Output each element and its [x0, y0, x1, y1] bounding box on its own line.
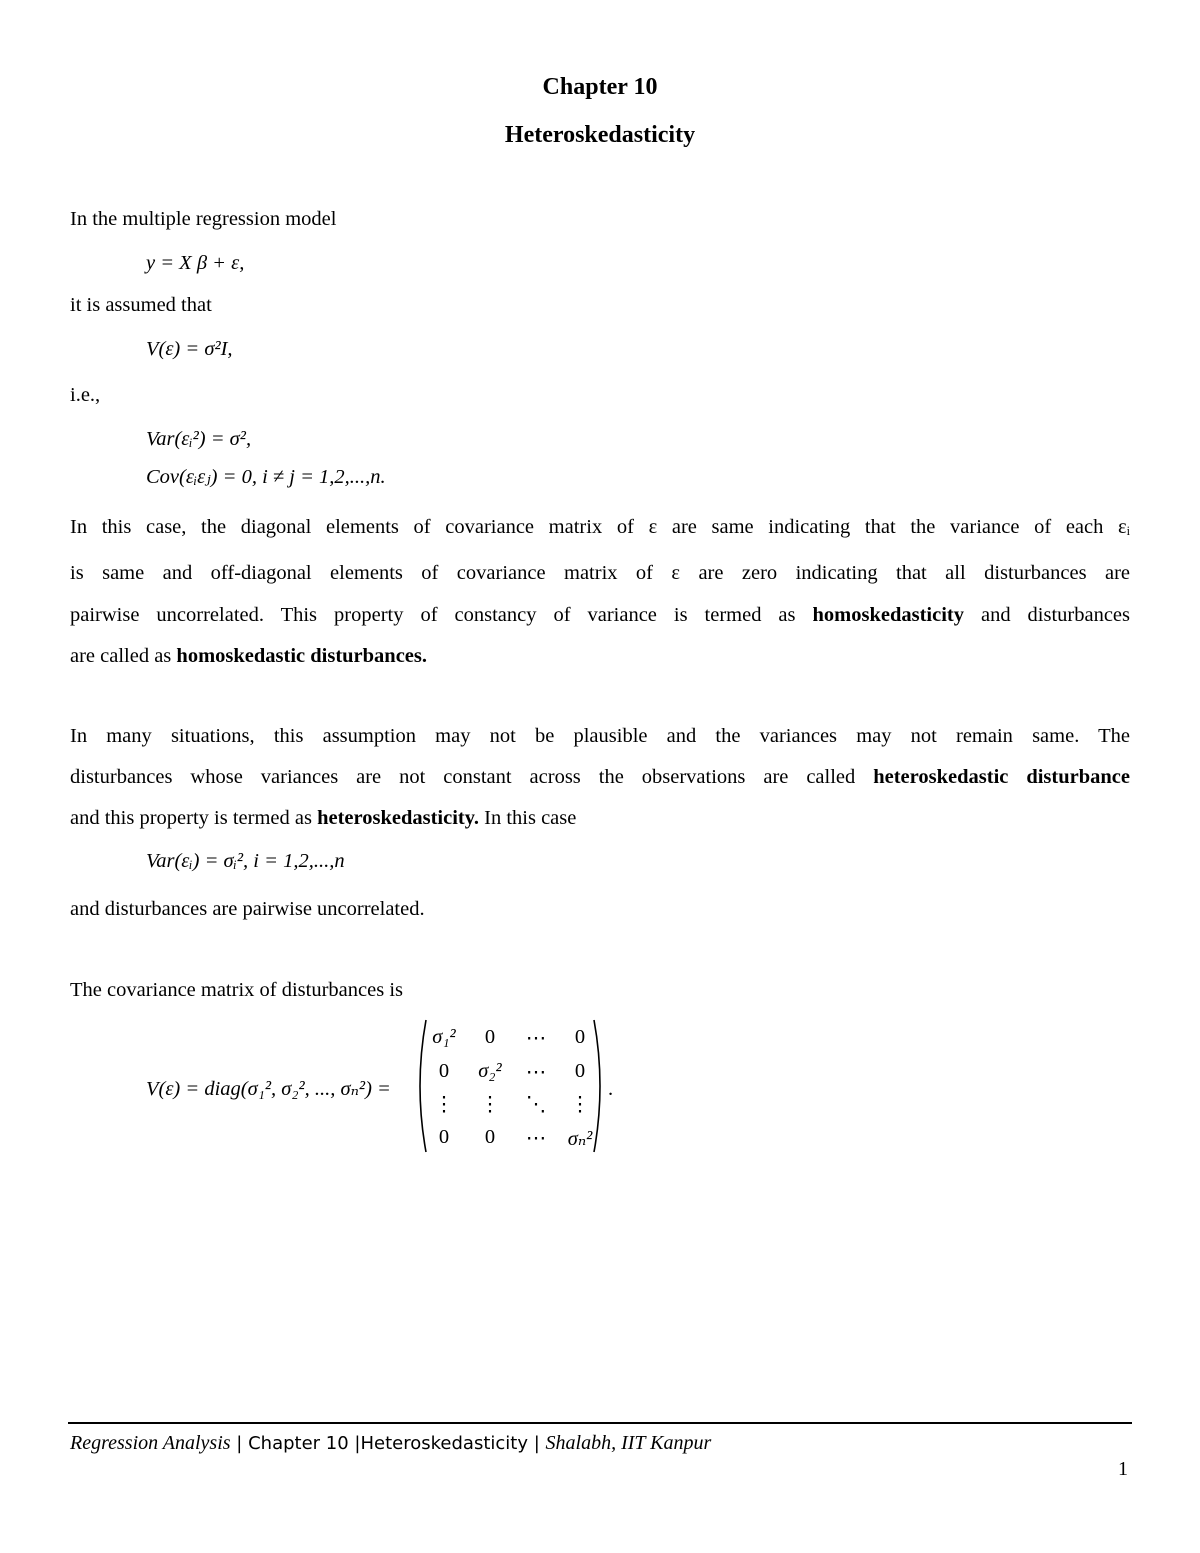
- para1-line4: [70, 645, 427, 668]
- intro-text-1: In the multiple regression model: [70, 208, 337, 230]
- equation-var-i: Var(εᵢ²) = σ²,: [146, 428, 252, 450]
- footer-separator: |: [236, 1433, 243, 1454]
- page-footer: [70, 1432, 711, 1455]
- para2-line3: [70, 807, 576, 830]
- para2-line3-text-a: and this property is termed as: [70, 807, 312, 829]
- matrix-cell: ⋱: [525, 1094, 547, 1116]
- para1-line2: is same and off-diagonal elements of covariance matrix of ε are zero indicating that all disturbances are: [70, 562, 1130, 584]
- matrix-cell: σₙ²: [567, 1128, 593, 1150]
- equation-model: y = X β + ε,: [146, 252, 245, 274]
- footer-chapter: Chapter 10: [248, 1433, 349, 1454]
- term-heteroskedastic-disturbance: heteroskedastic disturbance: [873, 766, 1130, 788]
- footer-divider: [68, 1422, 1132, 1424]
- para2-line2-text: disturbances whose variances are not constant across the observations are called: [70, 766, 856, 788]
- footer-course: Regression Analysis: [70, 1432, 231, 1454]
- matrix-cell: ⋯: [525, 1028, 547, 1050]
- equation-diag-lhs: V(ε) = diag(σ₁², σ₂², ..., σₙ²) =: [146, 1078, 391, 1100]
- matrix-cell: 0: [484, 1126, 496, 1148]
- footer-separator: |: [533, 1433, 540, 1454]
- equation-end-period: .: [608, 1078, 614, 1100]
- para2-line3-text-b: In this case: [484, 807, 577, 829]
- matrix-cell: 0: [574, 1060, 586, 1082]
- term-homoskedasticity: homoskedasticity: [812, 604, 964, 626]
- para1-line3: [70, 604, 1130, 627]
- matrix-cell: 0: [438, 1126, 450, 1148]
- footer-author: Shalabh, IIT Kanpur: [545, 1432, 712, 1454]
- para2-line4: and disturbances are pairwise uncorrelated.: [70, 898, 425, 920]
- term-heteroskedasticity: heteroskedasticity.: [317, 807, 479, 829]
- para1-line3-text-a: pairwise uncorrelated. This property of constancy of variance is termed as: [70, 604, 796, 626]
- matrix-cell: 0: [484, 1026, 496, 1048]
- equation-cov: Cov(εᵢεⱼ) = 0, i ≠ j = 1,2,...,n.: [146, 466, 386, 488]
- equation-hetero: Var(εᵢ) = σᵢ², i = 1,2,...,n: [146, 850, 345, 872]
- matrix-cell: ⋯: [525, 1128, 547, 1150]
- matrix-cell: ⋮: [569, 1094, 591, 1116]
- footer-topic: Heteroskedasticity: [360, 1433, 528, 1454]
- para2-line2: [70, 766, 1130, 789]
- para2-line1: In many situations, this assumption may not be plausible and the variances may not remain same. The: [70, 725, 1130, 747]
- matrix-cell: 0: [574, 1026, 586, 1048]
- intro-text-3: i.e.,: [70, 384, 101, 406]
- matrix-cell: ⋯: [525, 1062, 547, 1084]
- covariance-matrix: [412, 1016, 608, 1156]
- matrix-cell: σ₁²: [432, 1026, 456, 1048]
- chapter-heading: Chapter 10: [542, 74, 658, 100]
- page-number: 1: [1118, 1458, 1128, 1480]
- page-title: Heteroskedasticity: [504, 122, 696, 148]
- equation-variance: V(ε) = σ²I,: [146, 338, 233, 360]
- para1-line1: In this case, the diagonal elements of covariance matrix of ε are same indicating that the variance of each εᵢ: [70, 516, 1130, 538]
- footer-separator: |: [354, 1433, 361, 1454]
- para1-line3-text-b: and disturbances: [980, 604, 1131, 626]
- matrix-cell: ⋮: [479, 1094, 501, 1116]
- matrix-cell: 0: [438, 1060, 450, 1082]
- matrix-cell: σ₂²: [478, 1060, 502, 1082]
- para3-line1: The covariance matrix of disturbances is: [70, 979, 403, 1001]
- term-homoskedastic-disturbances: homoskedastic disturbances.: [176, 645, 428, 667]
- para1-line4-text: are called as: [70, 645, 172, 667]
- intro-text-2: it is assumed that: [70, 294, 212, 316]
- matrix-cell: ⋮: [433, 1094, 455, 1116]
